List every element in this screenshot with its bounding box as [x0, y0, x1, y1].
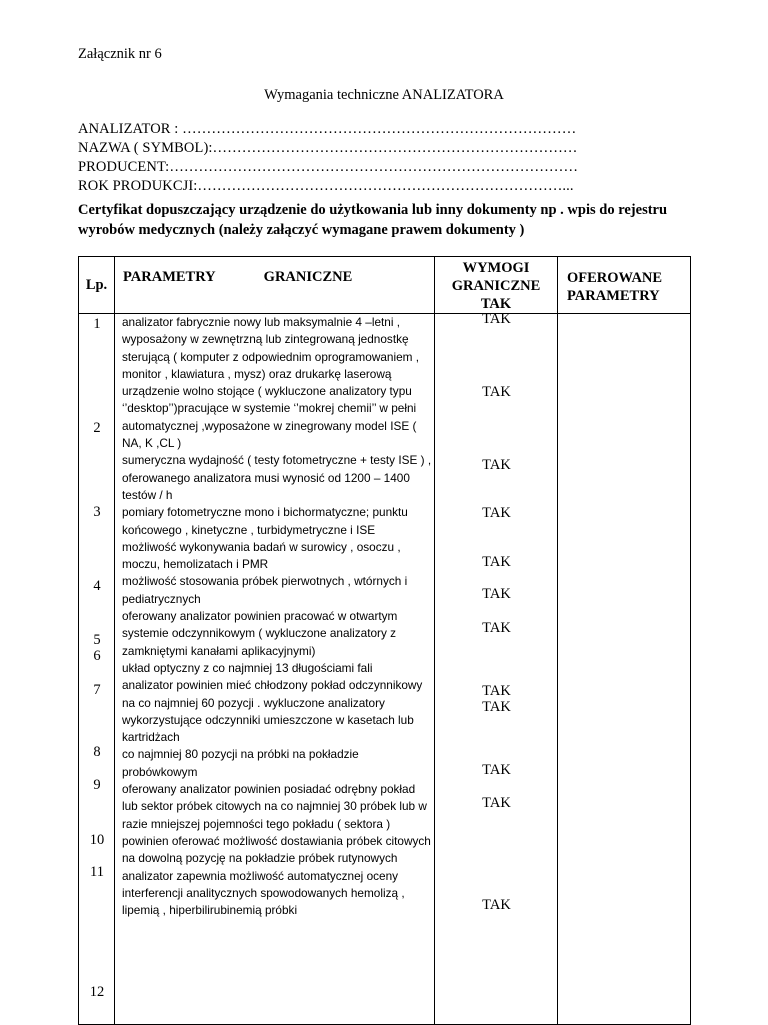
requirement-value: TAK [482, 897, 511, 913]
requirements-column [435, 311, 558, 1025]
param-text: analizator powinien mieć chłodzony pokład odczynnikowy na co najmniej 60 pozycji . wykluczone analizatory wykorzystujące odczynniki umieszczone w kasetach lub kartridżach [122, 678, 423, 745]
param-text: sumeryczna wydajność ( testy fotometryczne + testy ISE ) , oferowanego analizatora musi wynosić od 1200 – 1400 testów / h [122, 453, 432, 502]
requirement-value: TAK [482, 762, 511, 778]
field-nazwa: NAZWA ( SYMBOL):………………………………………………………………… [78, 140, 578, 156]
row-number: 1 [93, 316, 101, 332]
requirement-value: TAK [482, 586, 511, 602]
param-text: możliwość stosowania próbek pierwotnych , wtórnych i pediatrycznych [122, 574, 408, 606]
number-column [79, 314, 115, 1025]
param-text: co najmniej 80 pozycji na próbki na pokładzie probówkowym [122, 747, 359, 779]
row-number: 6 [93, 648, 101, 664]
row-number: 7 [93, 682, 101, 698]
certificate-note: Certyfikat dopuszczający urządzenie do użytkowania lub inny dokumenty np . wpis do rejestru wyrobów medycznych (należy załączyć wymagane prawem dokumenty ) [78, 202, 668, 238]
row-number: 11 [90, 864, 104, 880]
table-header-row [79, 257, 691, 314]
requirement-value: TAK [482, 311, 511, 327]
param-text: pomiary fotometryczne mono i bichormatyczne; punktu końcowego , kinetyczne , turbidymetryczne i ISE [122, 505, 408, 537]
param-text: możliwość wykonywania badań w surowicy , osoczu , moczu, hemolizatach i PMR [122, 539, 401, 572]
requirement-value: TAK [482, 699, 511, 715]
page-title: Wymagania techniczne ANALIZATORA [264, 87, 504, 103]
header-parameters: PARAMETRY GRANICZNE [115, 257, 435, 314]
header-lp: Lp. [79, 257, 115, 314]
requirements-table [78, 256, 691, 1025]
header-requirements: WYMOGI GRANICZNE TAK [435, 257, 558, 314]
param-text: urządzenie wolno stojące ( wykluczone analizatory typu ‘’desktop’’)pracujące w systemie ‘’mokrej chemii’’ w pełni automatycznej ,wyposażone w zinegrowany model ISE ( NA, K ,CL ) [122, 384, 417, 451]
param-text: oferowany analizator powinien posiadać odrębny pokład lub sektor próbek citowych na co najmniej 30 próbek lub w razie mniejszej pojemności tego pokładu ( sektora ) powinien oferować możliwość dostawiania próbek citowych na dowolną pozycję na pokładzie próbek rutynowych [122, 782, 431, 866]
table-body-row [79, 314, 691, 1025]
parameters-column [115, 314, 435, 1025]
requirement-value: TAK [482, 457, 511, 473]
requirement-value: TAK [482, 795, 511, 811]
annex-label: Załącznik nr 6 [78, 46, 162, 62]
row-number: 9 [93, 777, 101, 793]
requirement-value: TAK [482, 505, 511, 521]
field-producent: PRODUCENT:………………………………………………………………………… [78, 159, 579, 175]
param-text: analizator zapewnia możliwość automatycznej oceny interferencji analitycznych spowodowanych hemolizą , lipemią , hiperbilirubinemią próbki [122, 868, 405, 918]
row-number: 4 [93, 578, 101, 594]
row-number: 8 [93, 744, 101, 760]
row-number: 5 [93, 632, 101, 648]
param-text: analizator fabrycznie nowy lub maksymalnie 4 –letni , wyposażony w zewnętrzną lub zintegrowaną jednostkę sterującą ( komputer z odpowiednim oprogramowaniem , monitor , klawiatura , mysz) oraz drukarkę laserową [122, 315, 420, 381]
requirement-value: TAK [482, 384, 511, 400]
requirement-value: TAK [482, 620, 511, 636]
row-number: 3 [93, 504, 101, 520]
field-analizator: ANALIZATOR : ……………………………………………………………………… [78, 121, 577, 137]
row-number: 12 [89, 984, 105, 1000]
field-rok-produkcji: ROK PRODUKCJI:…………………………………………………………………... [78, 178, 574, 194]
param-text: układ optyczny z co najmniej 13 długościami fali [122, 660, 373, 675]
row-number: 2 [93, 420, 101, 436]
offered-parameters-column[interactable] [558, 314, 691, 1025]
requirement-value: TAK [482, 683, 511, 699]
row-number: 10 [89, 832, 105, 848]
header-offered: OFEROWANE PARAMETRY [558, 257, 691, 314]
requirement-value: TAK [482, 554, 511, 570]
param-text: oferowany analizator powinien pracować w otwartym systemie odczynnikowym ( wykluczone analizatory z zamkniętymi kanałami aplikacyjnymi) [122, 609, 398, 658]
